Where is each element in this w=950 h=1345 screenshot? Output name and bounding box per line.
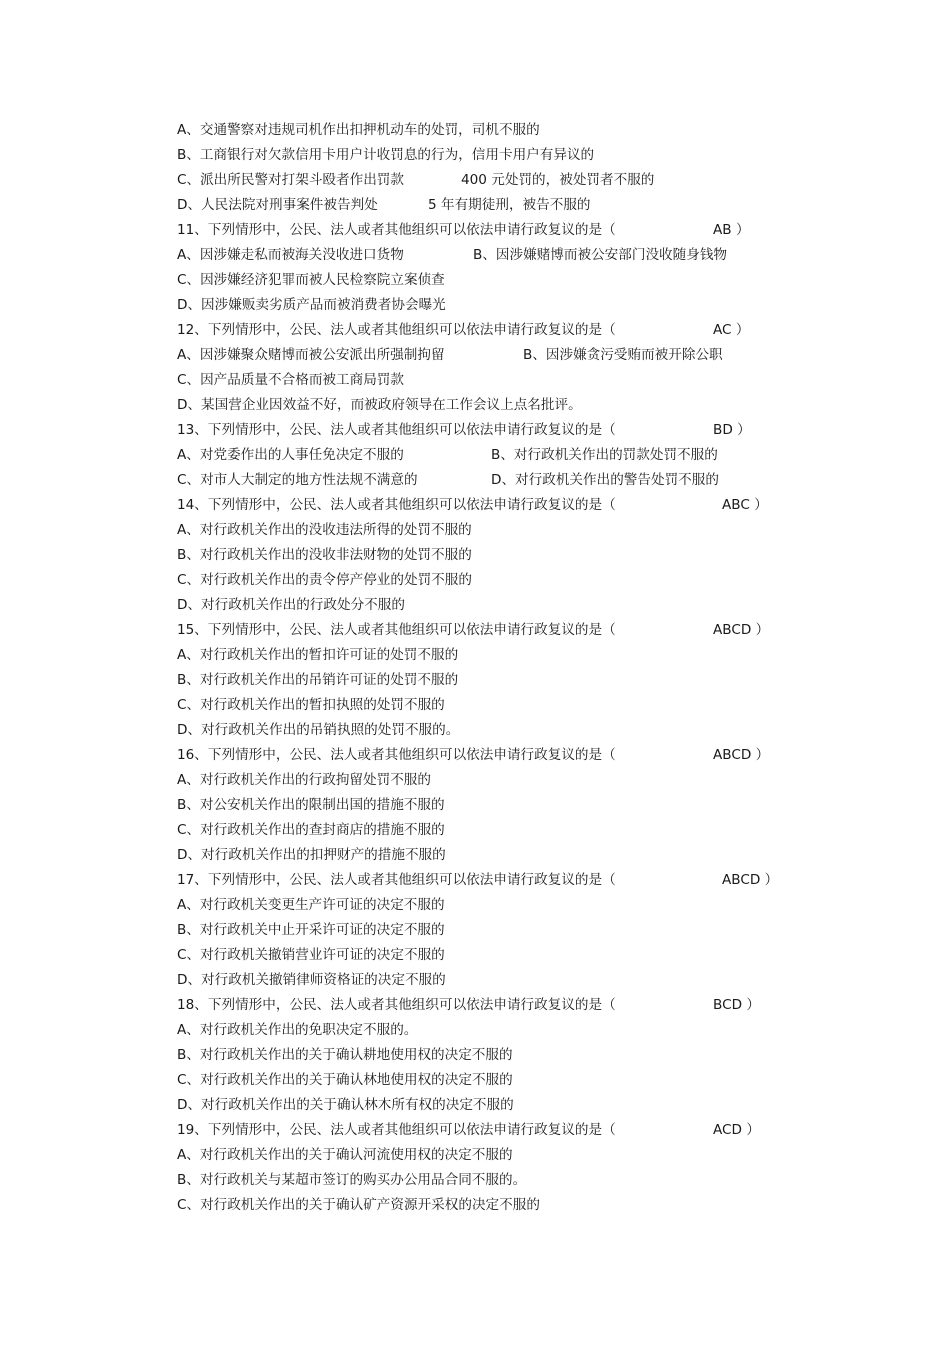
answer-key: ABCD ） <box>713 747 770 763</box>
answer-key: BCD ） <box>713 997 760 1013</box>
line-text: B、因涉嫌赌博而被公安部门没收随身钱物 <box>473 247 728 263</box>
option-line <box>177 144 797 169</box>
option-line <box>177 844 797 869</box>
option-line <box>177 344 797 369</box>
question-line <box>177 744 797 769</box>
line-text: A、对行政机关变更生产许可证的决定不服的 <box>177 897 445 913</box>
option-line <box>177 1169 797 1194</box>
question-line <box>177 419 797 444</box>
option-line <box>177 544 797 569</box>
line-text: B、对行政机关作出的罚款处罚不服的 <box>491 447 718 463</box>
line-text: 13、下列情形中，公民、法人或者其他组织可以依法申请行政复议的是（ <box>177 422 616 438</box>
line-text: C、对市人大制定的地方性法规不满意的 <box>177 472 418 488</box>
line-text: B、对行政机关作出的吊销许可证的处罚不服的 <box>177 672 459 688</box>
line-text: 16、下列情形中，公民、法人或者其他组织可以依法申请行政复议的是（ <box>177 747 616 763</box>
option-line <box>177 369 797 394</box>
line-text: 400 元处罚的，被处罚者不服的 <box>461 172 655 188</box>
answer-key: BD ） <box>713 422 751 438</box>
line-text: B、对行政机关作出的没收非法财物的处罚不服的 <box>177 547 472 563</box>
line-text: A、对党委作出的人事任免决定不服的 <box>177 447 404 463</box>
line-text: D、对行政机关撤销律师资格证的决定不服的 <box>177 972 446 988</box>
line-text: 12、下列情形中，公民、法人或者其他组织可以依法申请行政复议的是（ <box>177 322 616 338</box>
option-line <box>177 119 797 144</box>
option-line <box>177 244 797 269</box>
line-text: C、因产品质量不合格而被工商局罚款 <box>177 372 404 388</box>
line-text: C、对行政机关作出的关于确认矿产资源开采权的决定不服的 <box>177 1197 540 1213</box>
line-text: 15、下列情形中，公民、法人或者其他组织可以依法申请行政复议的是（ <box>177 622 616 638</box>
question-line <box>177 319 797 344</box>
answer-key: ACD ） <box>713 1122 760 1138</box>
option-line <box>177 644 797 669</box>
line-text: C、对行政机关撤销营业许可证的决定不服的 <box>177 947 445 963</box>
line-text: D、对行政机关作出的警告处罚不服的 <box>491 472 719 488</box>
answer-key: ABCD ） <box>722 872 779 888</box>
line-text: A、因涉嫌走私而被海关没收进口货物 <box>177 247 404 263</box>
line-text: A、交通警察对违规司机作出扣押机动车的处罚，司机不服的 <box>177 122 540 138</box>
line-text: B、对行政机关中止开采许可证的决定不服的 <box>177 922 445 938</box>
question-line <box>177 994 797 1019</box>
line-text: B、因涉嫌贪污受贿而被开除公职 <box>523 347 723 363</box>
line-text: A、因涉嫌聚众赌博而被公安派出所强制拘留 <box>177 347 445 363</box>
line-text: A、对行政机关作出的行政拘留处罚不服的 <box>177 772 431 788</box>
line-text: D、对行政机关作出的吊销执照的处罚不服的。 <box>177 722 460 738</box>
line-text: B、对公安机关作出的限制出国的措施不服的 <box>177 797 445 813</box>
line-text: D、人民法院对刑事案件被告判处 <box>177 197 378 213</box>
option-line <box>177 719 797 744</box>
line-text: A、对行政机关作出的关于确认河流使用权的决定不服的 <box>177 1147 513 1163</box>
answer-key: ABC ） <box>722 497 768 513</box>
line-text: D、某国营企业因效益不好，而被政府领导在工作会议上点名批评。 <box>177 397 582 413</box>
option-line <box>177 1194 797 1219</box>
line-text: 17、下列情形中，公民、法人或者其他组织可以依法申请行政复议的是（ <box>177 872 616 888</box>
line-text: 19、下列情形中，公民、法人或者其他组织可以依法申请行政复议的是（ <box>177 1122 616 1138</box>
option-line <box>177 819 797 844</box>
line-text: A、对行政机关作出的暂扣许可证的处罚不服的 <box>177 647 459 663</box>
option-line <box>177 769 797 794</box>
line-text: C、对行政机关作出的责令停产停业的处罚不服的 <box>177 572 472 588</box>
option-line <box>177 1069 797 1094</box>
line-text: B、对行政机关作出的关于确认耕地使用权的决定不服的 <box>177 1047 513 1063</box>
option-line <box>177 894 797 919</box>
option-line <box>177 944 797 969</box>
line-text: B、工商银行对欠款信用卡用户计收罚息的行为，信用卡用户有异议的 <box>177 147 595 163</box>
option-line <box>177 569 797 594</box>
line-text: A、对行政机关作出的没收违法所得的处罚不服的 <box>177 522 472 538</box>
line-text: C、因涉嫌经济犯罪而被人民检察院立案侦查 <box>177 272 445 288</box>
option-line <box>177 194 797 219</box>
line-text: 18、下列情形中，公民、法人或者其他组织可以依法申请行政复议的是（ <box>177 997 616 1013</box>
line-text: C、派出所民警对打架斗殴者作出罚款 <box>177 172 404 188</box>
line-text: A、对行政机关作出的免职决定不服的。 <box>177 1022 418 1038</box>
question-line <box>177 219 797 244</box>
answer-key: ABCD ） <box>713 622 770 638</box>
line-text: D、对行政机关作出的扣押财产的措施不服的 <box>177 847 446 863</box>
option-line <box>177 519 797 544</box>
line-text: 5 年有期徒刑，被告不服的 <box>428 197 591 213</box>
option-line <box>177 669 797 694</box>
answer-key: AB ） <box>713 222 750 238</box>
question-line <box>177 619 797 644</box>
answer-key: AC ） <box>713 322 750 338</box>
option-line <box>177 594 797 619</box>
line-text: D、对行政机关作出的行政处分不服的 <box>177 597 405 613</box>
option-line <box>177 1044 797 1069</box>
line-text: D、因涉嫌贩卖劣质产品而被消费者协会曝光 <box>177 297 446 313</box>
document-body <box>177 119 797 1219</box>
line-text: B、对行政机关与某超市签订的购买办公用品合同不服的。 <box>177 1172 527 1188</box>
line-text: C、对行政机关作出的查封商店的措施不服的 <box>177 822 445 838</box>
question-line <box>177 1119 797 1144</box>
option-line <box>177 269 797 294</box>
line-text: 14、下列情形中，公民、法人或者其他组织可以依法申请行政复议的是（ <box>177 497 616 513</box>
option-line <box>177 919 797 944</box>
option-line <box>177 1094 797 1119</box>
option-line <box>177 1019 797 1044</box>
question-line <box>177 494 797 519</box>
option-line <box>177 469 797 494</box>
option-line <box>177 1144 797 1169</box>
option-line <box>177 969 797 994</box>
question-line <box>177 869 797 894</box>
option-line <box>177 794 797 819</box>
option-line <box>177 294 797 319</box>
line-text: 11、下列情形中，公民、法人或者其他组织可以依法申请行政复议的是（ <box>177 222 616 238</box>
line-text: D、对行政机关作出的关于确认林木所有权的决定不服的 <box>177 1097 514 1113</box>
line-text: C、对行政机关作出的关于确认林地使用权的决定不服的 <box>177 1072 513 1088</box>
option-line <box>177 169 797 194</box>
option-line <box>177 694 797 719</box>
option-line <box>177 444 797 469</box>
option-line <box>177 394 797 419</box>
line-text: C、对行政机关作出的暂扣执照的处罚不服的 <box>177 697 445 713</box>
